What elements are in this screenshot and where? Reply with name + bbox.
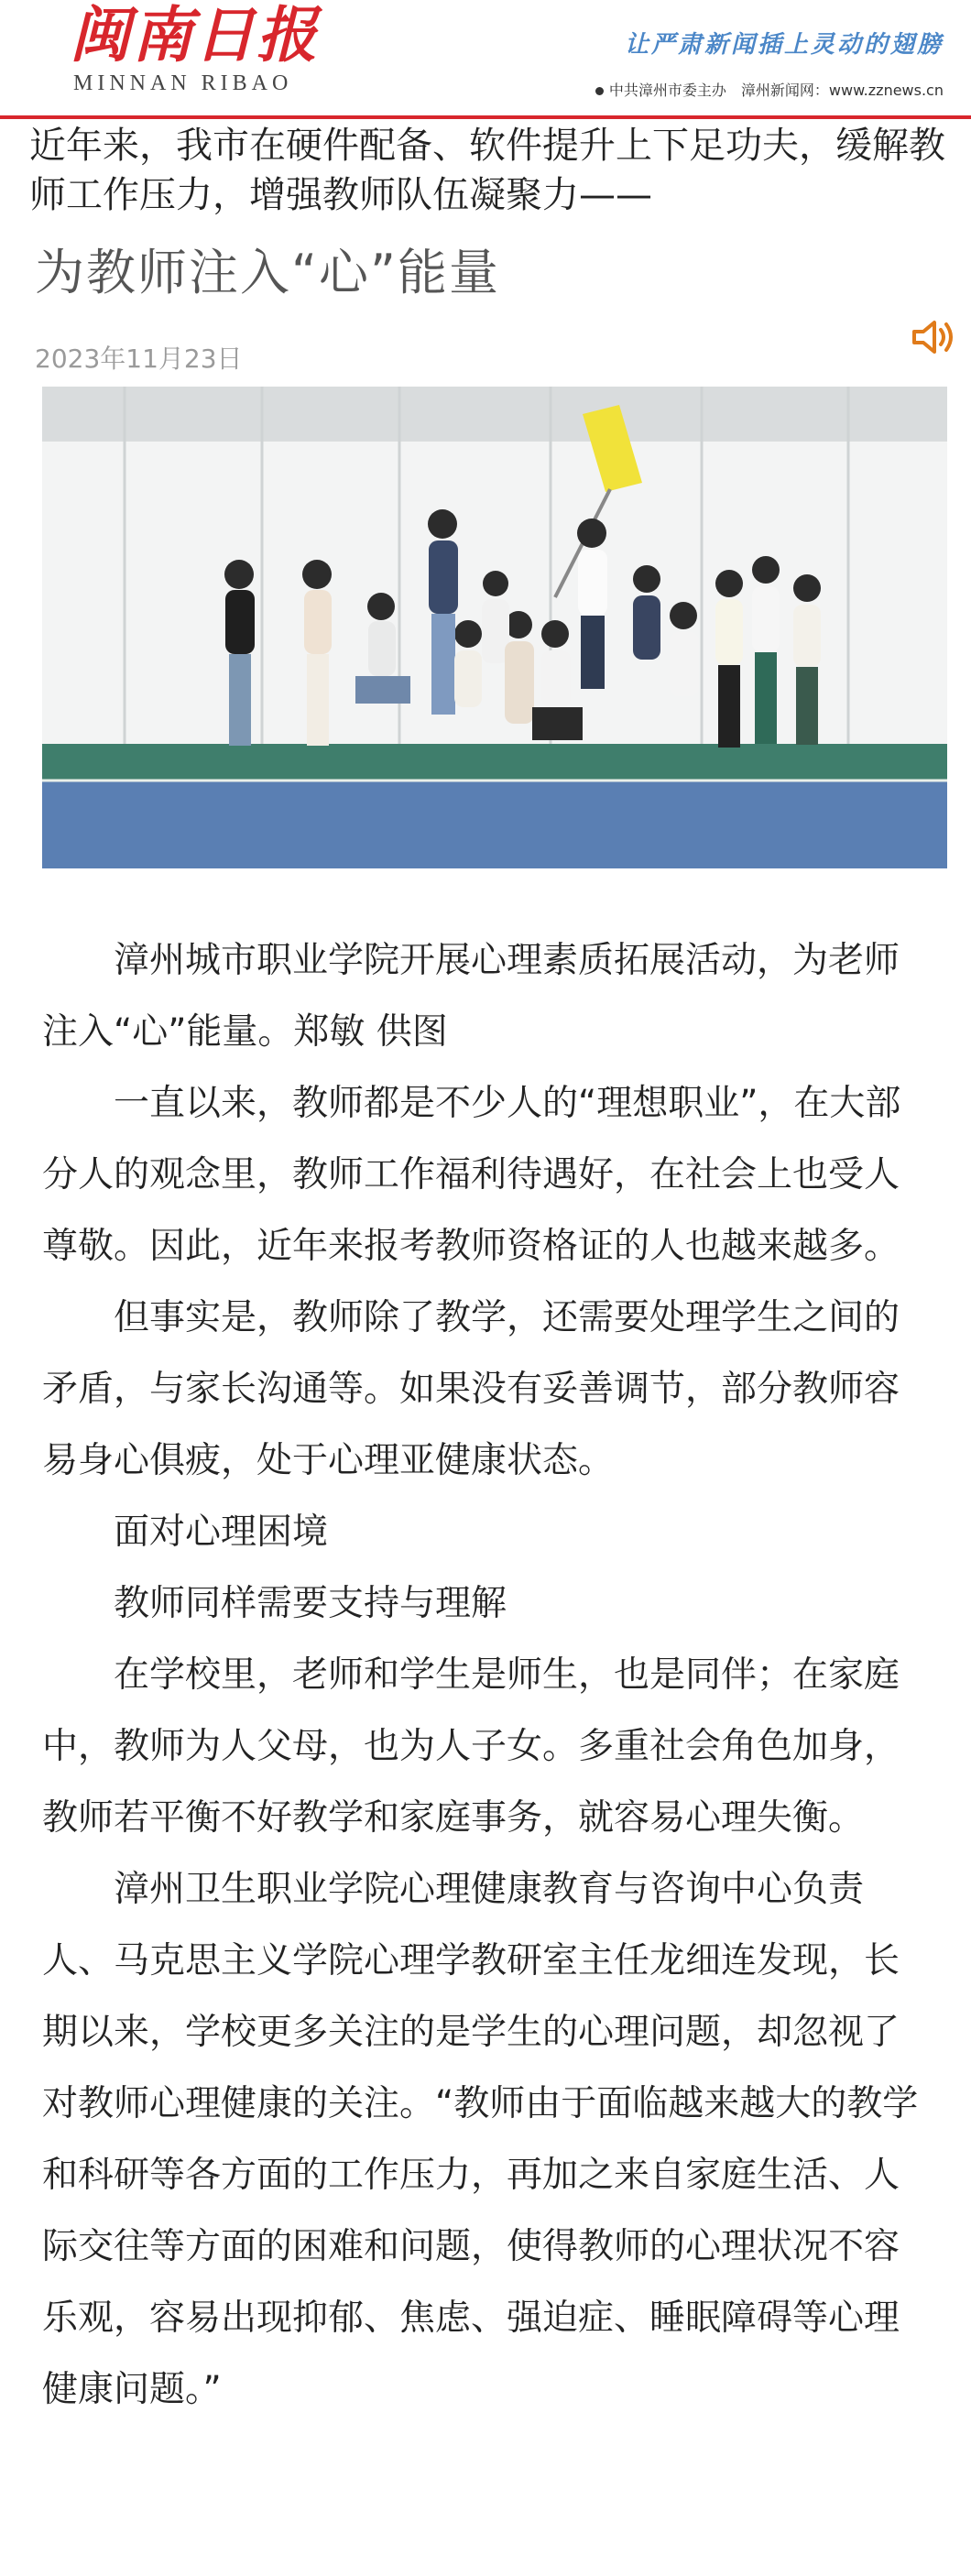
masthead xyxy=(0,0,971,119)
photo-caption: 漳州城市职业学院开展心理素质拓展活动，为老师注入“心”能量。郑敏 供图 xyxy=(42,940,900,1053)
bullet-icon xyxy=(595,87,604,95)
sponsor-line xyxy=(595,79,944,100)
sponsor-text: 中共漳州市委主办 漳州新闻网：www.zznews.cn xyxy=(608,82,944,99)
newspaper-logo-english: MINNAN RIBAO xyxy=(73,71,293,95)
speaker-icon[interactable] xyxy=(907,311,958,363)
article-photo xyxy=(42,387,947,868)
article-paragraph: 但事实是，教师除了教学，还需要处理学生之间的矛盾，与家长沟通等。如果没有妥善调节，部分教师容易身心俱疲，处于心理亚健康状态。 xyxy=(42,1297,900,1481)
article-paragraph: 漳州卫生职业学院心理健康教育与咨询中心负责人、马克思主义学院心理学教研室主任龙细连发现，长期以来，学校更多关注的是学生的心理问题，却忽视了对教师心理健康的关注。“教师由于面临越来越大的教学和科研等各方面的工作压力，再加之来自家庭生活、人际交往等方面的困难和问题，使得教师的心理状况不容乐观，容易出现抑郁、焦虑、强迫症、睡眠障碍等心理健康问题。” xyxy=(42,1869,919,2410)
slogan: 让严肃新闻插上灵动的翅膀 xyxy=(624,31,944,59)
article-paragraph: 一直以来，教师都是不少人的“理想职业”，在大部分人的观念里，教师工作福利待遇好，在社会上也受人尊敬。因此，近年来报考教师资格证的人也越来越多。 xyxy=(42,1083,901,1267)
article-kicker: 近年来，我市在硬件配备、软件提升上下足功夫，缓解教师工作压力，增强教师队伍凝聚力—— xyxy=(29,125,945,216)
article-body xyxy=(42,925,922,2426)
section-heading: 面对心理困境 xyxy=(114,1512,329,1553)
article-title: 为教师注入“心”能量 xyxy=(35,244,500,301)
newspaper-logo[interactable]: 闽南日报 xyxy=(70,0,319,71)
section-subheading: 教师同样需要支持与理解 xyxy=(114,1583,507,1624)
article-date: 2023年11月23日 xyxy=(35,344,243,374)
article-paragraph: 在学校里，老师和学生是师生，也是同伴；在家庭中，教师为人父母，也为人子女。多重社会角色加身，教师若平衡不好教学和家庭事务，就容易心理失衡。 xyxy=(42,1654,900,1839)
